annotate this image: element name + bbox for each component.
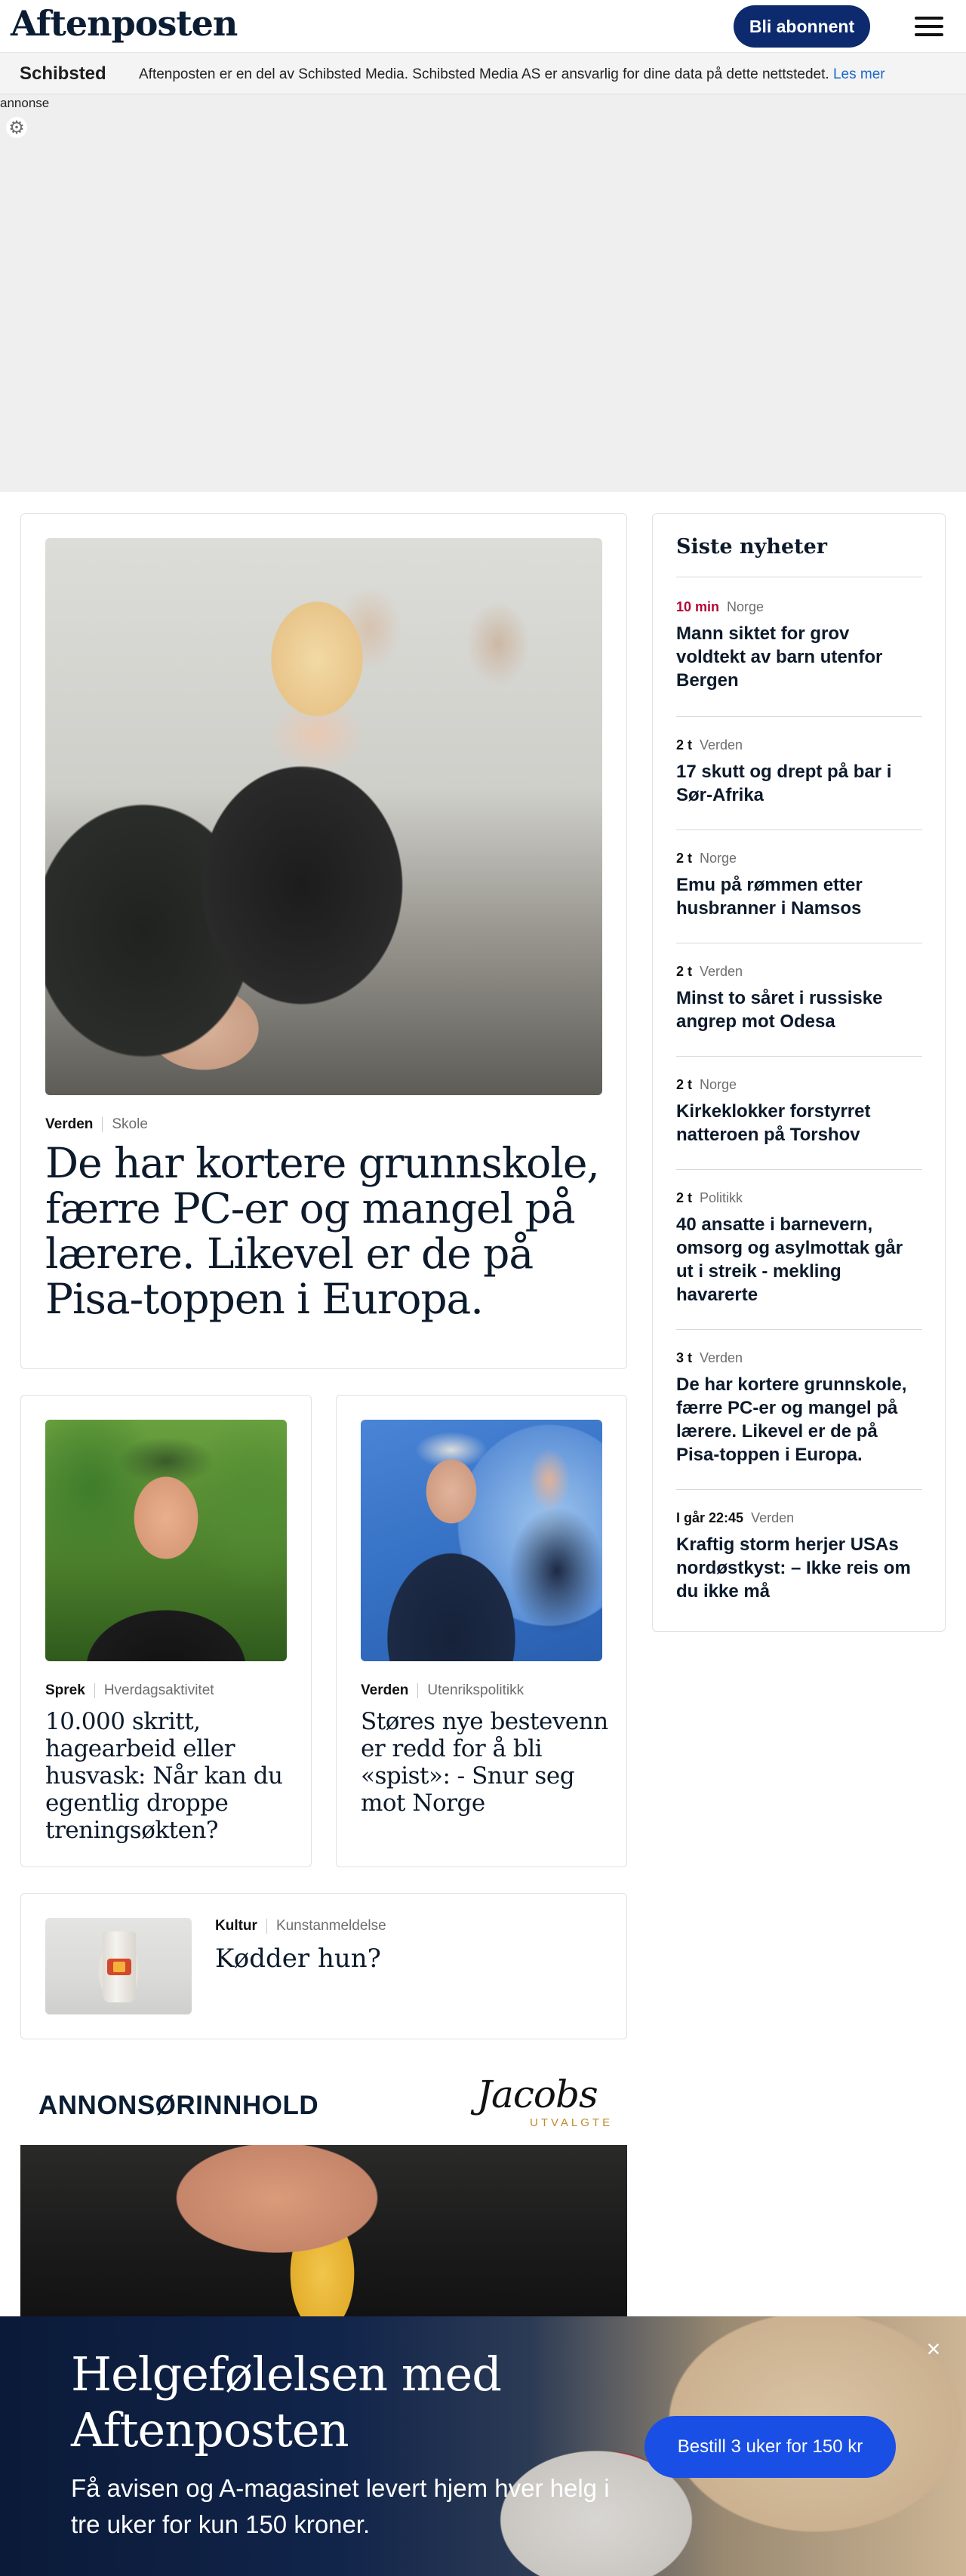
main-story-image <box>45 538 602 1095</box>
news-time: 2 t <box>676 1190 693 1205</box>
story-card-sprek[interactable] <box>20 1395 312 1867</box>
story-headline[interactable]: Kødder hun? <box>215 1944 381 1974</box>
news-meta <box>676 851 922 866</box>
kicker-divider <box>266 1919 267 1934</box>
kicker-divider <box>417 1683 418 1698</box>
news-category: Norge <box>700 1077 737 1092</box>
story-headline[interactable]: 10.000 skritt, hagearbeid eller husvask: Når kan du egentlig droppe treningsøkten? <box>45 1708 283 1844</box>
divider <box>676 716 922 717</box>
subscription-promo-banner <box>0 2316 966 2576</box>
promo-text: Få avisen og A-magasinet levert hjem hver helg i tre uker for kun 150 kroner. <box>71 2474 610 2538</box>
order-offer-button[interactable]: Bestill 3 uker for 150 kr <box>645 2416 896 2478</box>
hamburger-menu-icon[interactable] <box>915 15 943 38</box>
news-category: Verden <box>700 964 743 979</box>
site-header <box>0 0 966 53</box>
main-story-kicker <box>45 1116 148 1133</box>
news-time: 10 min <box>676 599 720 614</box>
news-item[interactable] <box>676 1350 922 1467</box>
section-label: Verden <box>45 1116 94 1132</box>
section-label: Sprek <box>45 1682 85 1698</box>
story-image <box>45 1420 287 1661</box>
news-meta <box>676 964 922 980</box>
top-ad-slot <box>0 94 966 492</box>
news-headline[interactable]: Minst to såret i russiske angrep mot Odesa <box>676 988 883 1032</box>
main-story-headline[interactable]: De har kortere grunnskole, færre PC-er og mangel på lærere. Likevel er de på Pisa-toppen i Europa. <box>45 1139 599 1323</box>
story-card-verden[interactable] <box>336 1395 627 1867</box>
aftenposten-logo[interactable]: Aftenposten <box>11 3 238 44</box>
kicker-divider <box>94 1683 95 1698</box>
news-headline[interactable]: De har kortere grunnskole, færre PC-er og mangel på lærere. Likevel er de på Pisa-toppen i Europa. <box>676 1374 907 1465</box>
news-category: Norge <box>700 851 737 866</box>
kicker-divider <box>102 1117 103 1132</box>
news-headline[interactable]: Emu på rømmen etter husbranner i Namsos <box>676 875 863 919</box>
story-image <box>45 1918 192 2014</box>
divider <box>676 1056 922 1057</box>
section-label: Verden <box>361 1682 409 1698</box>
news-category: Verden <box>700 1350 743 1365</box>
sponsored-content-header <box>20 2068 627 2145</box>
main-story-card[interactable] <box>20 513 627 1369</box>
divider <box>676 1489 922 1490</box>
latest-news-sidebar <box>652 513 946 1632</box>
divider <box>676 1169 922 1170</box>
news-time: 2 t <box>676 964 693 979</box>
news-meta <box>676 1190 922 1206</box>
news-meta <box>676 1350 922 1366</box>
news-time: I går 22:45 <box>676 1510 744 1525</box>
sponsored-label: ANNONSØRINNHOLD <box>38 2091 319 2120</box>
topic-label: Skole <box>112 1116 148 1132</box>
news-item[interactable] <box>676 599 922 692</box>
news-time: 2 t <box>676 1077 693 1092</box>
schibsted-read-more-link[interactable]: Les mer <box>832 66 885 82</box>
news-meta <box>676 1510 922 1526</box>
gear-icon[interactable]: ⚙ <box>6 117 27 138</box>
story-kicker <box>215 1918 386 1934</box>
divider <box>676 829 922 830</box>
news-time: 2 t <box>676 737 693 752</box>
jacobs-logo-subtitle: UTVALGTE <box>530 2116 614 2129</box>
story-image <box>361 1420 602 1661</box>
sidebar-title: Siste nyheter <box>676 535 828 559</box>
news-headline[interactable]: 17 skutt og drept på bar i Sør-Afrika <box>676 762 892 805</box>
news-item[interactable] <box>676 1190 922 1306</box>
sponsored-image[interactable] <box>20 2145 627 2319</box>
news-category: Norge <box>727 599 764 614</box>
news-headline[interactable]: Kirkeklokker forstyrret natteroen på Torshov <box>676 1101 871 1145</box>
news-item[interactable] <box>676 1077 922 1146</box>
subscribe-button[interactable]: Bli abonnent <box>734 5 870 48</box>
schibsted-notice <box>139 66 885 83</box>
close-icon[interactable]: × <box>926 2335 941 2362</box>
news-headline[interactable]: Mann siktet for grov voldtekt av barn utenfor Bergen <box>676 623 883 691</box>
news-item[interactable] <box>676 964 922 1033</box>
news-category: Verden <box>700 737 743 752</box>
story-kicker <box>45 1682 214 1699</box>
news-time: 2 t <box>676 851 693 866</box>
promo-title: Helgefølelsen med Aftenposten <box>71 2347 501 2458</box>
news-meta <box>676 1077 922 1093</box>
news-item[interactable] <box>676 851 922 920</box>
news-item[interactable] <box>676 737 922 807</box>
section-label: Kultur <box>215 1918 257 1934</box>
schibsted-logo: Schibsted <box>20 63 106 84</box>
topic-label: Hverdagsaktivitet <box>103 1682 214 1698</box>
story-kicker <box>361 1682 524 1699</box>
ad-label: annonse <box>0 96 50 110</box>
jacobs-logo[interactable]: Jacobs <box>477 2073 598 2116</box>
topic-label: Utenrikspolitikk <box>427 1682 525 1698</box>
cup-illustration <box>103 1931 136 2002</box>
schibsted-notice-text: Aftenposten er en del av Schibsted Media. Schibsted Media AS er ansvarlig for dine data på dette nettstedet. <box>139 66 829 82</box>
story-card-kultur[interactable] <box>20 1893 627 2039</box>
news-headline[interactable]: 40 ansatte i barnevern, omsorg og asylmottak går ut i streik - mekling havarerte <box>676 1214 903 1305</box>
topic-label: Kunstanmeldelse <box>275 1918 386 1934</box>
news-item[interactable] <box>676 1510 922 1603</box>
news-meta <box>676 599 922 615</box>
news-category: Verden <box>751 1510 795 1525</box>
news-time: 3 t <box>676 1350 693 1365</box>
news-category: Politikk <box>700 1190 743 1205</box>
divider <box>676 1329 922 1330</box>
story-headline[interactable]: Støres nye bestevenn er redd for å bli «spist»: - Snur seg mot Norge <box>361 1708 608 1817</box>
news-meta <box>676 737 922 753</box>
news-headline[interactable]: Kraftig storm herjer USAs nordøstkyst: – Ikke reis om du ikke må <box>676 1534 911 1602</box>
schibsted-info-bar <box>0 53 966 94</box>
